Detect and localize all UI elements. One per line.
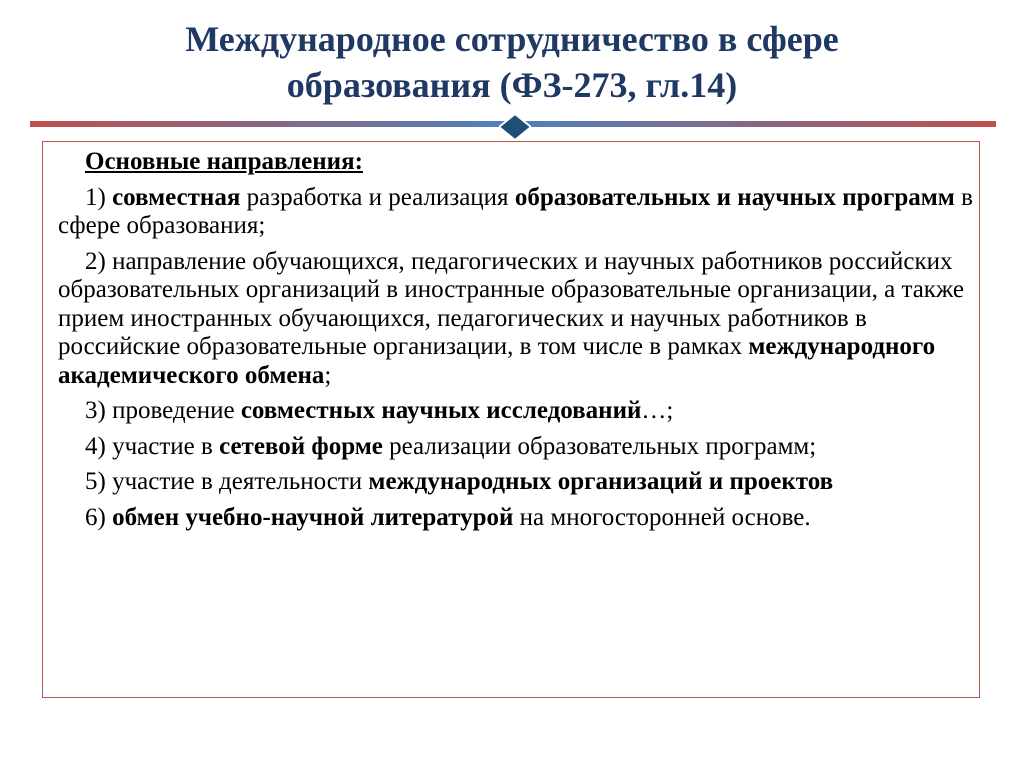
item-bold-text: международного академического обмена bbox=[58, 333, 936, 389]
slide-title bbox=[0, 16, 1024, 108]
item-text: направление обучающихся, педагогических и научных работников российских образовательных организаций в иностранные образовательные организации, а также прием иностранных обучающихся, педагогических и научных работников в российские образовательные организации, в том числе в рамках bbox=[58, 247, 964, 360]
item-bold-text: образовательных и научных программ bbox=[514, 183, 955, 211]
item-number: 4) bbox=[85, 432, 106, 460]
item-bold-text: международных организаций и проектов bbox=[368, 468, 834, 495]
item-number: 2) bbox=[85, 247, 106, 275]
item-text: разработка и реализация bbox=[246, 183, 509, 211]
item-text: участие в деятельности bbox=[112, 468, 363, 495]
list-item-2 bbox=[58, 248, 976, 391]
item-text: …; bbox=[641, 397, 674, 424]
item-bold-text: совместных научных исследований bbox=[240, 397, 642, 424]
list-item-4 bbox=[58, 433, 976, 462]
item-text: участие в bbox=[112, 432, 213, 460]
item-text: в сфере образования; bbox=[58, 183, 973, 239]
item-bold-text: сетевой форме bbox=[219, 432, 383, 460]
item-number: 1) bbox=[85, 183, 106, 211]
item-bold-text: совместная bbox=[112, 183, 241, 211]
item-number: 5) bbox=[85, 468, 106, 495]
item-bold-text: обмен учебно-научной литературой bbox=[112, 503, 514, 531]
item-number: 3) bbox=[85, 397, 106, 424]
section-heading: Основные направления: bbox=[85, 148, 363, 175]
list-item-1 bbox=[58, 184, 976, 241]
item-text: ; bbox=[324, 361, 332, 389]
slide-title-line-1: Международное сотрудничество в сфере bbox=[185, 19, 839, 59]
slide-title-line-2: образования (ФЗ-273, гл.14) bbox=[286, 65, 738, 105]
content-text bbox=[58, 148, 976, 539]
item-text: проведение bbox=[112, 397, 235, 424]
item-text: на многосторонней основе. bbox=[519, 503, 811, 531]
diamond-icon bbox=[499, 114, 531, 140]
item-text: реализации образовательных программ; bbox=[389, 432, 817, 460]
item-number: 6) bbox=[85, 503, 106, 531]
list-item-6 bbox=[58, 504, 976, 533]
list-item-3 bbox=[58, 397, 976, 426]
list-item-5 bbox=[58, 468, 976, 497]
